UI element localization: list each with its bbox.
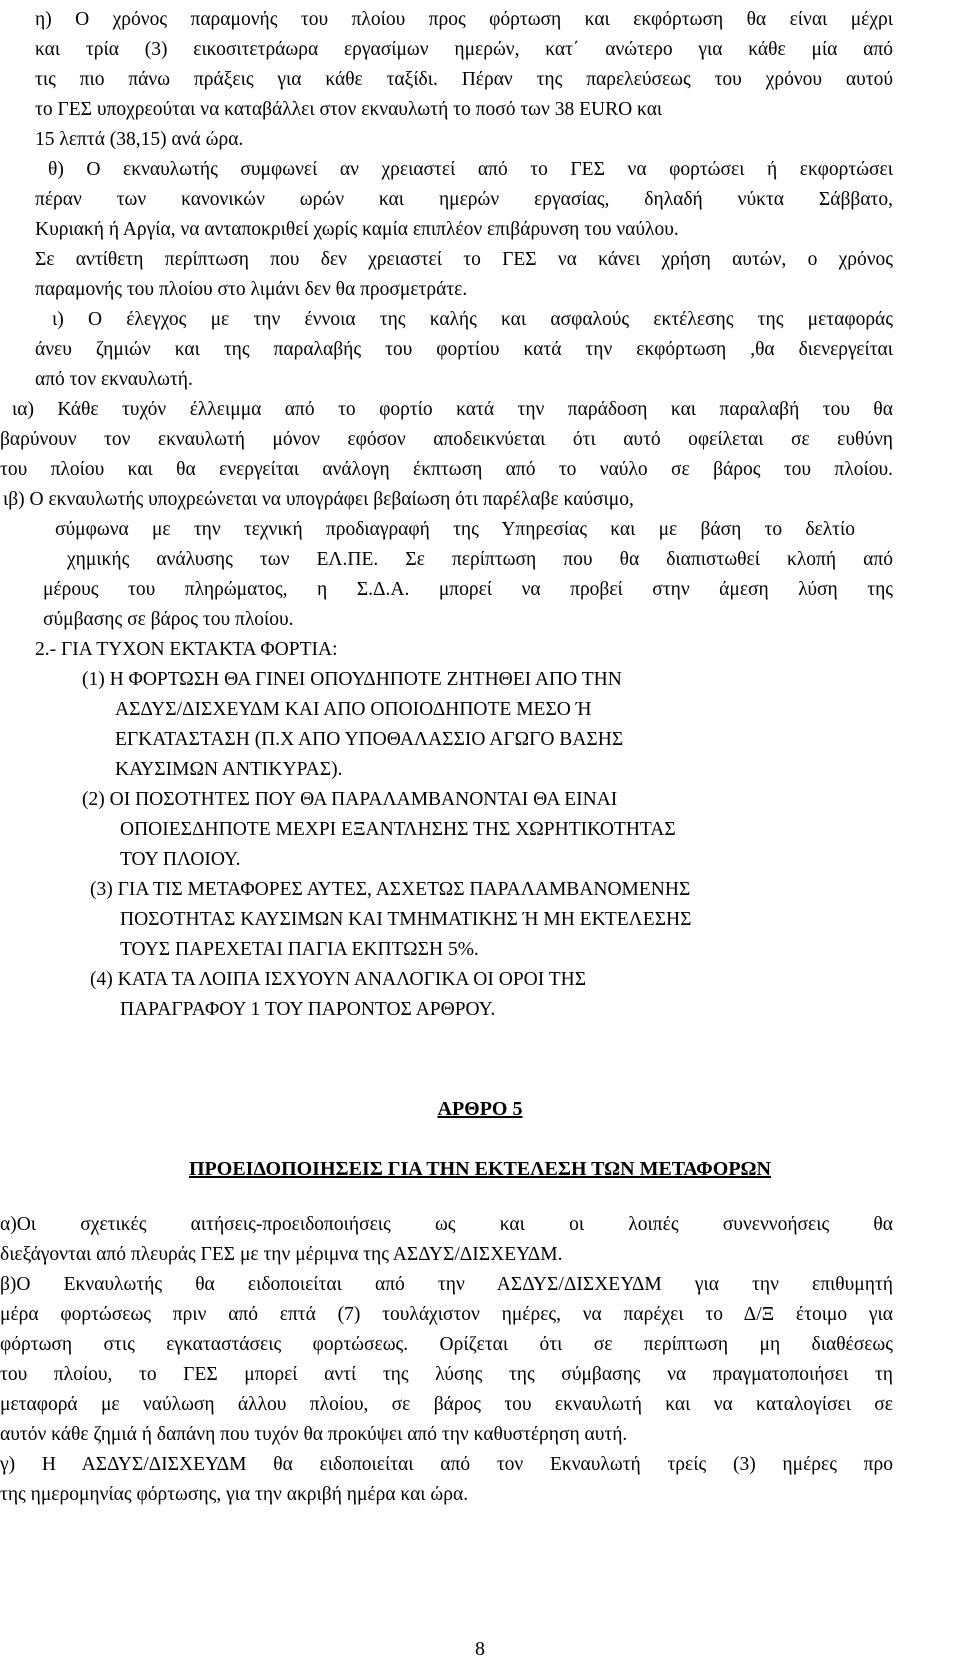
list-item: (3) ΓΙΑ ΤΙΣ ΜΕΤΑΦΟΡΕΣ ΑΥΤΕΣ, ΑΣΧΕΤΩΣ ΠΑΡΑΛΑΜΒΑΝΟΜΕΝΗΣ [90,879,691,900]
paragraph-line: το ΓΕΣ υποχρεούται να καταβάλλει στον εκναυλωτή το ποσό των 38 EURO και [35,99,663,120]
list-item-continuation: ΤΟΥΣ ΠΑΡΕΧΕΤΑΙ ΠΑΓΙΑ ΕΚΠΤΩΣΗ 5%. [120,939,479,960]
paragraph-line: Κυριακή ή Αργία, να ανταποκριθεί χωρίς καμία επιπλέον επιβάρυνση του ναύλου. [35,219,679,240]
paragraph-line: 15 λεπτά (38,15) ανά ώρα. [35,129,244,150]
paragraph-line: διεξάγονται από πλευράς ΓΕΣ με την μέριμνα της ΑΣΔΥΣ/ΔΙΣΧΕΥΔΜ. [0,1244,563,1265]
paragraph-line: και τρία (3) εικοσιτετράωρα εργασίμων ημερών, κατ΄ ανώτερο για κάθε μία από [35,39,893,60]
paragraph-line: ια) Κάθε τυχόν έλλειμμα από το φορτίο κατά την παράδοση και παραλαβή του θα [12,399,893,420]
paragraph-line: μέρα φορτώσεως πριν από επτά (7) τουλάχιστον ημέρες, να παρέχει το Δ/Ξ έτοιμο για [0,1304,893,1325]
paragraph-line: της ημερομηνίας φόρτωσης, για την ακριβή ημέρα και ώρα. [0,1484,469,1505]
section-heading: 2.- ΓΙΑ ΤΥΧΟΝ ΕΚΤΑΚΤΑ ΦΟΡΤΙΑ: [35,639,338,660]
paragraph-line: μέρους του πληρώματος, η Σ.Δ.Α. μπορεί να προβεί στην άμεση λύση της [43,579,893,600]
article-title: ΑΡΘΡΟ 5 [437,1098,523,1120]
list-item-continuation: ΤΟΥ ΠΛΟΙΟΥ. [120,849,241,870]
paragraph-line: φόρτωση στις εγκαταστάσεις φορτώσεως. Ορίζεται ότι σε περίπτωση μη διαθέσεως [0,1334,893,1355]
list-item: (1) Η ΦΟΡΤΩΣΗ ΘΑ ΓΙΝΕΙ ΟΠΟΥΔΗΠΟΤΕ ΖΗΤΗΘΕΙ ΑΠΟ ΤΗΝ [82,669,622,690]
paragraph-line: θ) Ο εκναυλωτής συμφωνεί αν χρειαστεί από το ΓΕΣ να φορτώσει ή εκφορτώσει [48,159,893,180]
list-item-continuation: ΚΑΥΣΙΜΩΝ ΑΝΤΙΚΥΡΑΣ). [115,759,343,780]
paragraph-line: β)Ο Εκναυλωτής θα ειδοποιείται από την ΑΣΔΥΣ/ΔΙΣΧΕΥΔΜ για την επιθυμητή [0,1274,893,1295]
list-item-continuation: ΠΑΡΑΓΡΑΦΟΥ 1 ΤΟΥ ΠΑΡΟΝΤΟΣ ΑΡΘΡΟΥ. [120,999,496,1020]
paragraph-line: Σε αντίθετη περίπτωση που δεν χρειαστεί το ΓΕΣ να κάνει χρήση αυτών, ο χρόνος [35,249,893,270]
paragraph-line: α)Οι σχετικές αιτήσεις-προειδοποιήσεις ως και οι λοιπές συνεννοήσεις θα [0,1214,893,1235]
paragraph-line: πέραν των κανονικών ωρών και ημερών εργασίας, δηλαδή νύκτα Σάββατο, [35,189,893,210]
list-item-continuation: ΠΟΣΟΤΗΤΑΣ ΚΑΥΣΙΜΩΝ ΚΑΙ ΤΜΗΜΑΤΙΚΗΣ Ή ΜΗ ΕΚΤΕΛΕΣΗΣ [120,909,692,930]
article-subtitle: ΠΡΟΕΙΔΟΠΟΙΗΣΕΙΣ ΓΙΑ ΤΗΝ ΕΚΤΕΛΕΣΗ ΤΩΝ ΜΕΤΑΦΟΡΩΝ [189,1158,771,1180]
list-item: (2) ΟΙ ΠΟΣΟΤΗΤΕΣ ΠΟΥ ΘΑ ΠΑΡΑΛΑΜΒΑΝΟΝΤΑΙ ΘΑ ΕΙΝΑΙ [82,789,618,810]
paragraph-line: σύμβασης σε βάρος του πλοίου. [43,609,294,630]
paragraph-line: γ) Η ΑΣΔΥΣ/ΔΙΣΧΕΥΔΜ θα ειδοποιείται από τον Εκναυλωτή τρείς (3) ημέρες προ [0,1454,893,1475]
paragraph-line: του πλοίου, το ΓΕΣ μπορεί αντί της λύσης της σύμβασης να πραγματοποιήσει τη [0,1364,893,1385]
paragraph-line: η) Ο χρόνος παραμονής του πλοίου προς φόρτωση και εκφόρτωση θα είναι μέχρι [35,9,893,30]
paragraph-line: αυτόν κάθε ζημιά ή δαπάνη που τυχόν θα προκύψει από την καθυστέρηση αυτή. [0,1424,628,1445]
paragraph-line: ι) Ο έλεγχος με την έννοια της καλής και ασφαλούς εκτέλεσης της μεταφοράς [52,309,893,330]
paragraph-line: μεταφορά με ναύλωση άλλου πλοίου, σε βάρος του εκναυλωτή και να καταλογίσει σε [0,1394,893,1415]
paragraph-line: του πλοίου και θα ενεργείται ανάλογη έκπτωση από το ναύλο σε βάρος του πλοίου. [0,459,893,480]
paragraph-line: σύμφωνα με την τεχνική προδιαγραφή της Υπηρεσίας και με βάση το δελτίο [55,519,855,540]
paragraph-line: παραμονής του πλοίου στο λιμάνι δεν θα προσμετράτε. [35,279,468,300]
page-number: 8 [475,1638,485,1660]
paragraph-line: άνευ ζημιών και της παραλαβής του φορτίου κατά την εκφόρτωση ,θα διενεργείται [35,339,893,360]
list-item-continuation: ΟΠΟΙΕΣΔΗΠΟΤΕ ΜΕΧΡΙ ΕΞΑΝΤΛΗΣΗΣ ΤΗΣ ΧΩΡΗΤΙΚΟΤΗΤΑΣ [120,819,676,840]
list-item-continuation: ΑΣΔΥΣ/ΔΙΣΧΕΥΔΜ ΚΑΙ ΑΠΟ ΟΠΟΙΟΔΗΠΟΤΕ ΜΕΣΟ Ή [115,699,592,720]
paragraph-line: χημικής ανάλυσης των ΕΛ.ΠΕ. Σε περίπτωση που θα διαπιστωθεί κλοπή από [67,549,893,570]
paragraph-line: από τον εκναυλωτή. [35,369,193,390]
paragraph-line: τις πιο πάνω πράξεις για κάθε ταξίδι. Πέραν της παρελεύσεως του χρόνου αυτού [35,69,893,90]
list-item-continuation: ΕΓΚΑΤΑΣΤΑΣΗ (Π.Χ ΑΠΟ ΥΠΟΘΑΛΑΣΣΙΟ ΑΓΩΓΟ ΒΑΣΗΣ [115,729,624,750]
paragraph-line: βαρύνουν τον εκναυλωτή μόνον εφόσον αποδεικνύεται ότι αυτό οφείλεται σε ευθύνη [0,429,893,450]
list-item: (4) ΚΑΤΑ ΤΑ ΛΟΙΠΑ ΙΣΧΥΟΥΝ ΑΝΑΛΟΓΙΚΑ ΟΙ ΟΡΟΙ ΤΗΣ [90,969,587,990]
paragraph-line: ιβ) Ο εκναυλωτής υποχρεώνεται να υπογράφει βεβαίωση ότι παρέλαβε καύσιμο, [3,489,634,510]
